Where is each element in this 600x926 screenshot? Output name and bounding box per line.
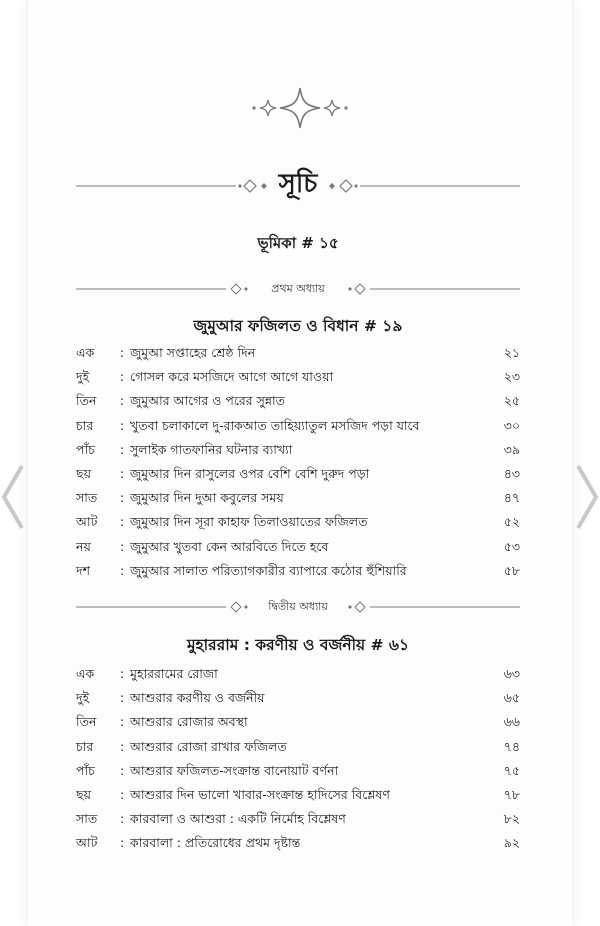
entry-page: ৫২ [503, 514, 520, 530]
chapter-2-entries [76, 662, 520, 856]
entry-separator: : [120, 811, 125, 827]
toc-entry[interactable] [76, 365, 520, 389]
entry-title: খুতবা চলাকালে দু-রাকআত তাহিয়্যাতুল মসজিদ পড়া যাবে [130, 417, 420, 433]
previous-page-arrow-icon[interactable] [0, 462, 26, 532]
entry-separator: : [120, 490, 125, 506]
top-ornament-icon [250, 86, 350, 130]
entry-separator: : [120, 514, 125, 530]
entry-separator: : [120, 835, 125, 851]
chapter-1-entries [76, 341, 520, 583]
entry-page: ৮২ [503, 811, 520, 827]
entry-number: সাত [76, 490, 98, 506]
entry-number: তিন [76, 393, 97, 409]
entry-page: ৪৩ [503, 465, 520, 481]
entry-separator: : [120, 714, 125, 730]
entry-title: আশুরার রোজা রাখার ফজিলত [130, 738, 287, 754]
entry-number: ছয় [76, 786, 91, 802]
entry-title: জুমুআ সপ্তাহের শ্রেষ্ঠ দিন [130, 345, 256, 360]
entry-title: আশুরার দিন ভালো খাবার-সংক্রান্ত হাদিসের বিশ্লেষণ [130, 786, 390, 802]
toc-entry[interactable] [76, 807, 520, 831]
chapter-title: মুহাররাম : করণীয় ও বর্জনীয় # ৬১ [186, 636, 410, 654]
toc-entry[interactable] [76, 341, 520, 365]
entry-page: ৫৮ [503, 562, 520, 578]
toc-entry[interactable] [76, 559, 520, 583]
entry-title: আশুরার ফজিলত-সংক্রান্ত বানোয়াট বর্ণনা [130, 762, 339, 778]
entry-title: আশুরার রোজার অবস্থা [130, 714, 248, 730]
entry-separator: : [120, 441, 125, 457]
entry-separator: : [120, 465, 125, 481]
entry-page: ২১ [503, 345, 520, 360]
toc-entry[interactable] [76, 438, 520, 462]
entry-separator: : [120, 562, 125, 578]
entry-title: সুলাইক গাতফানির ঘটনার ব্যাখ্যা [130, 441, 293, 457]
toc-entry[interactable] [76, 510, 520, 534]
entry-number: ছয় [76, 465, 91, 481]
toc-entry[interactable] [76, 389, 520, 413]
entry-number: আট [76, 835, 98, 851]
chapter-divider [76, 596, 520, 618]
entry-number: পাঁচ [76, 762, 95, 778]
entry-separator: : [120, 786, 125, 802]
entry-number: নয় [76, 538, 91, 554]
chapter-label: প্রথম অধ্যায় [271, 282, 325, 295]
entry-separator: : [120, 393, 125, 409]
toc-entry[interactable] [76, 759, 520, 783]
intro-heading: ভূমিকা # ১৫ [257, 234, 339, 252]
entry-page: ৭৪ [503, 738, 520, 754]
chapter-divider [76, 278, 520, 300]
entry-separator: : [120, 762, 125, 778]
entry-number: দশ [76, 562, 90, 578]
next-page-arrow-icon[interactable] [574, 462, 600, 532]
entry-title: গোসল করে মসজিদে আগে আগে যাওয়া [130, 369, 334, 385]
entry-separator: : [120, 538, 125, 554]
entry-title: আশুরার করণীয় ও বর্জনীয় [130, 690, 265, 706]
entry-page: ৭৮ [503, 786, 520, 802]
contents-title-row [76, 164, 520, 208]
entry-title: কারবালা ও আশুরা : একটি নির্মোহ বিশ্লেষণ [130, 811, 346, 827]
toc-entry[interactable] [76, 831, 520, 855]
entry-number: তিন [76, 714, 97, 730]
entry-page: ৬৫ [503, 690, 520, 706]
toc-entry[interactable] [76, 662, 520, 686]
entry-separator: : [120, 417, 125, 433]
entry-number: চার [76, 738, 94, 754]
toc-entry[interactable] [76, 686, 520, 710]
entry-page: ৩০ [503, 417, 520, 433]
entry-title: জুমুআর দিন রাসুলের ওপর বেশি বেশি দুরুদ পড়া [130, 465, 370, 481]
entry-title: জুমুআর দিন দুআ কবুলের সময় [130, 490, 284, 506]
entry-number: সাত [76, 811, 98, 827]
toc-entry[interactable] [76, 783, 520, 807]
toc-entry[interactable] [76, 414, 520, 438]
entry-page: ৬৩ [503, 666, 520, 681]
entry-page: ৬৬ [503, 714, 520, 730]
toc-entry[interactable] [76, 735, 520, 759]
entry-page: ৪৭ [503, 490, 520, 506]
toc-entry[interactable] [76, 486, 520, 510]
entry-number: পাঁচ [76, 441, 95, 457]
toc-entry[interactable] [76, 462, 520, 486]
entry-page: ৫৩ [503, 538, 520, 554]
entry-page: ৩৯ [503, 441, 520, 457]
entry-number: দুই [76, 369, 90, 385]
toc-entry[interactable] [76, 535, 520, 559]
entry-number: দুই [76, 690, 90, 706]
entry-title: জুমুআর খুতবা কেন আরবিতে দিতে হবে [130, 538, 329, 554]
entry-page: ৯২ [503, 835, 520, 851]
contents-title: সূচি [278, 169, 318, 199]
entry-title: কারবালা : প্রতিরোধের প্রথম দৃষ্টান্ত [130, 835, 301, 851]
entry-page: ২৫ [503, 393, 520, 409]
entry-separator: : [120, 369, 125, 385]
entry-page: ৭৫ [503, 762, 520, 778]
entry-title: মুহাররামের রোজা [130, 666, 218, 681]
entry-separator: : [120, 738, 125, 754]
entry-number: এক [76, 345, 95, 360]
entry-title: জুমুআর আগের ও পরের সুন্নাত [130, 393, 286, 409]
entry-page: ২৩ [503, 369, 520, 385]
entry-number: এক [76, 666, 95, 681]
entry-title: জুমুআর সালাত পরিত্যাগকারীর ব্যাপারে কঠোর হুঁশিয়ারি [130, 562, 407, 578]
chapter-label: দ্বিতীয় অধ্যায় [268, 600, 328, 613]
entry-number: আট [76, 514, 98, 530]
entry-number: চার [76, 417, 94, 433]
entry-separator: : [120, 690, 125, 706]
entry-separator: : [120, 666, 125, 681]
chapter-title: জুমুআর ফজিলত ও বিধান # ১৯ [193, 317, 403, 335]
entry-separator: : [120, 345, 125, 360]
toc-entry[interactable] [76, 710, 520, 734]
entry-title: জুমুআর দিন সূরা কাহাফ তিলাওয়াতের ফজিলত [130, 514, 368, 530]
